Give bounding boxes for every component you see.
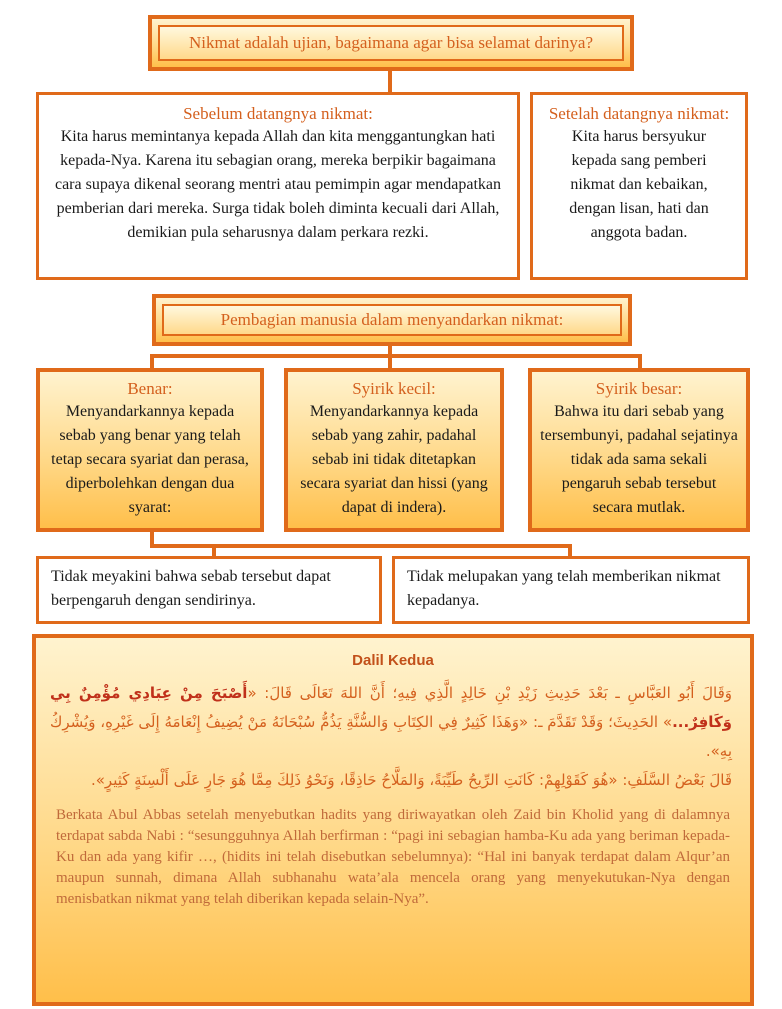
syirik-besar-box: [528, 368, 750, 532]
benar-heading: Benar:: [127, 379, 173, 398]
syarat-2-text: Tidak melupakan yang telah memberikan nikmat kepadanya.: [407, 568, 721, 609]
sebelum-text: Kita harus memintanya kepada Allah dan kita menggantungkan hati kepada-Nya. Karena itu sebagian orang, mereka berpikir bagaimana cara supaya dikenal seorang mentri atau pemimpin agar mendapatkan pemberian dari mereka. Surga tidak boleh diminta kecuali dari Allah, demikian pula seharusnya dalam perkara rezki.: [54, 128, 502, 241]
main-title-box: [148, 15, 634, 71]
sebelum-box: [36, 92, 520, 280]
dalil-arabic-1b: أَصْبَحَ مِنْ عِبَادِي مُؤْمِنٌ بِي وَكَافِرٌ...: [50, 684, 732, 731]
syarat-1-box: [36, 556, 382, 624]
syirik-kecil-heading: Syirik kecil:: [352, 379, 436, 398]
syarat-2-box: [392, 556, 750, 624]
setelah-heading: Setelah datangnya nikmat:: [548, 104, 730, 123]
connector-horizontal-top: [150, 354, 642, 358]
main-title: Nikmat adalah ujian, bagaimana agar bisa selamat darinya?: [158, 25, 624, 61]
connector-title-down: [388, 68, 392, 92]
syarat-1-text: Tidak meyakini bahwa sebab tersebut dapat berpengaruh dengan sendirinya.: [51, 568, 331, 609]
setelah-text: Kita harus bersyukur kepada sang pemberi nikmat dan kebaikan, dengan lisan, hati dan anggota badan.: [569, 128, 709, 241]
dalil-box: [32, 634, 754, 1006]
pembagian-box: [152, 294, 632, 346]
dalil-arabic-1c: » الحَدِيثَ؛ وَقَدْ تَقَدَّمَ ـ: «وَهَذَا كَثِيرٌ فِي الكِتَابِ وَالسُّنَّةِ يَذُمُّ سُبْحَانَهُ مَنْ يُضِيفُ إِنْعَامَهُ إِلَى غَيْرِهِ، وَيُشْرِكُ بِهِ».: [50, 713, 732, 760]
dalil-translation: Berkata Abul Abbas setelah menyebutkan hadits yang diriwayatkan oleh Zaid bin Kholid yang di dalamnya terdapat sabda Nabi : “sesungguhnya Allah berfirman : “pagi ini sebagian hamba-Ku ada yang beriman kepada-Ku dan ada yang kifir …, (hidits ini telah disebutkan sebelumnya): “Hal ini banyak terdapat dalam Alqur’an maupun sunnah, dimana Allah subhanahu wata’ala mencela orang yang menyekutukan-Nya dengan menisbatkan nikmat yang telah diberikan kepada selain-Nya”.: [56, 807, 730, 907]
benar-box: [36, 368, 264, 532]
dalil-arabic-2: قَالَ بَعْضُ السَّلَفِ: «هُوَ كَقَوْلِهِمْ: كَانَتِ الرِّيحُ طَيِّبَةً، وَالمَلَّاحُ حَاذِقًا، وَنَحْوُ ذَلِكَ مِمَّا هُوَ جَارٍ عَلَى أَلْسِنَةٍ كَثِيرٍ».: [90, 771, 732, 789]
syirik-kecil-box: [284, 368, 504, 532]
dalil-arabic-1a: وَقَالَ أَبُو العَبَّاسِ ـ بَعْدَ حَدِيثِ زَيْدِ بْنِ خَالِدٍ الَّذِي فِيهِ؛ أَنَّ اللهَ تَعَالَى قَالَ: «: [247, 684, 732, 702]
syirik-besar-heading: Syirik besar:: [595, 379, 683, 398]
sebelum-heading: Sebelum datangnya nikmat:: [183, 104, 373, 123]
benar-text: Menyandarkannya kepada sebab yang benar yang telah tetap secara syariat dan perasa, diperbolehkan dengan dua syarat:: [51, 403, 249, 516]
setelah-box: [530, 92, 748, 280]
dalil-arabic-1: [50, 679, 732, 766]
syirik-kecil-text: Menyandarkannya kepada sebab yang zahir, padahal sebab ini tidak ditetapkan secara syariat dan hissi (yang dapat di indera).: [300, 403, 488, 516]
pembagian-title: Pembagian manusia dalam menyandarkan nikmat:: [162, 304, 622, 336]
dalil-title: Dalil Kedua: [352, 652, 434, 669]
syirik-besar-text: Bahwa itu dari sebab yang tersembunyi, padahal sejatinya tidak ada sama sekali pengaruh sebab tersebut secara mutlak.: [540, 403, 738, 516]
